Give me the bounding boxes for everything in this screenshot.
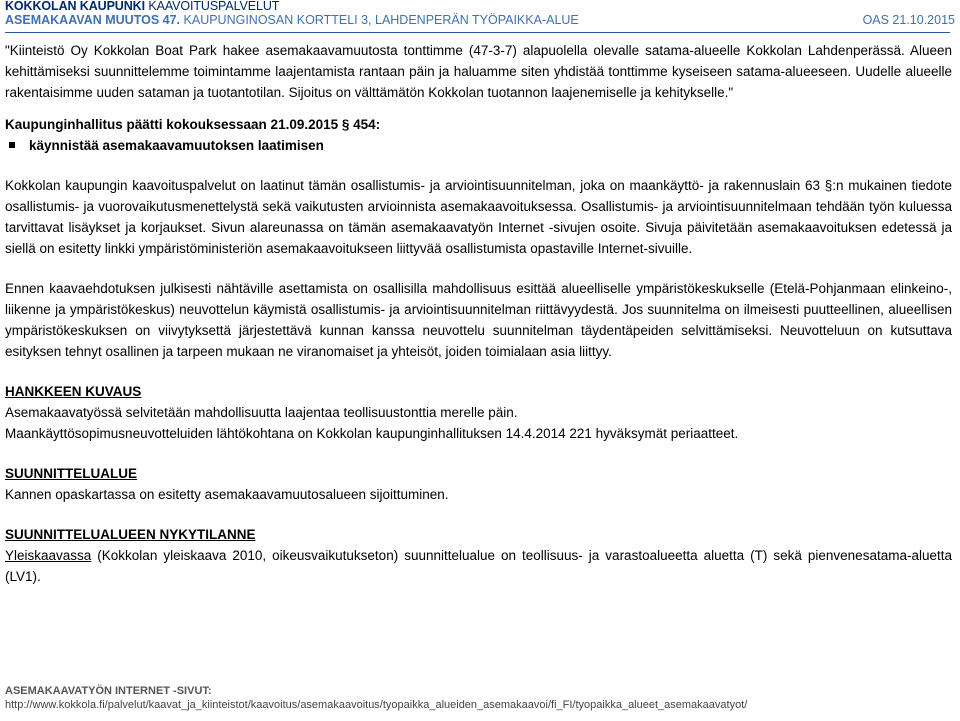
- section-title-nykytilanne: SUUNNITTELUALUEEN NYKYTILANNE: [5, 527, 256, 542]
- paragraph-oas-info: Kokkolan kaupungin kaavoituspalvelut on laatinut tämän osallistumis- ja arviointisuunnitelman, joka on maankäyttö- ja rakennuslain 63 §:n mukainen tiedote osallistumis- ja vuorovaikutusmenettelystä sekä vaikutusten arvioinnista asemakaavoituksessa. Osallistumis- ja arviointisuunnitelmaan tehdään työn kuluessa tarvittavat lisäykset ja korjaukset. Sivun alareunassa on tämän asemakaavatyön Internet -sivujen osoite. Sivuja päivitetään asemakaavoituksen edetessä ja siellä on esitetty linkki ympäristöministeriön asemakaavoitukseen liittyvää osallistumista opastaville Internet-sivuille.: [5, 178, 952, 256]
- footer-url-link[interactable]: http://www.kokkola.fi/palvelut/kaavat_ja_kiinteistot/kaavoitus/asemakaavoitus/tyopaikka_alueiden_asemakaavoi/fi_FI/tyopaikka_alueet_asemakaavatyot/: [5, 699, 748, 711]
- section-title-hanke: HANKKEEN KUVAUS: [5, 384, 142, 399]
- nykytilanne-rest: (Kokkolan yleiskaava 2010, oikeusvaikutukseton) suunnittelualue on teollisuus- ja varastoalueetta aluetta (T) sekä pienvenesatama-aluetta (LV1).: [5, 548, 952, 584]
- title-line: [5, 13, 955, 27]
- paragraph-negotiation: Ennen kaavaehdotuksen julkisesti nähtäville asettamista on osallisilla mahdollisuus esittää alueelliselle ympäristökeskukselle (Etelä-Pohjanmaan elinkeino-, liikenne ja ympäristökeskus) neuvottelun käymistä osallistumis- ja arviointisuunnitelman riittävyydestä. Jos suunnitelma on ilmeisesti puutteellinen, alueellisen ympäristökeskuksen on viivytyksettä järjestettävä kunnan kanssa neuvottelu suunnitelman täydentäpeiden selvittämiseksi. Neuvotteluun on kutsuttava esityksen tehnyt osallinen ja tarpeen mukaan ne viranomaiset ja yhteisöt, joiden toimialaan asia liittyy.: [5, 281, 952, 359]
- header-divider: [5, 32, 950, 33]
- document-date: OAS 21.10.2015: [862, 13, 955, 27]
- title-rest: KAUPUNGINOSAN KORTTELI 3, LAHDENPERÄN TYÖPAIKKA-ALUE: [183, 13, 579, 27]
- organization-name: KOKKOLAN KAUPUNKI: [5, 0, 145, 13]
- square-bullet-icon: [9, 142, 15, 148]
- hanke-line-1: Asemakaavatyössä selvitetään mahdollisuutta laajentaa teollisuustonttia merelle päin.: [5, 405, 518, 420]
- nykytilanne-text: [5, 545, 952, 587]
- document-header: [5, 0, 955, 27]
- hanke-line-2: Maankäyttösopimusneuvotteluiden lähtökohtana on Kokkolan kaupunginhallituksen 14.4.2014 221 hyväksymät periaatteet.: [5, 426, 739, 441]
- footer-title: ASEMAKAAVATYÖN INTERNET -SIVUT:: [5, 685, 212, 697]
- decision-bullet: [9, 135, 952, 156]
- department-name: KAAVOITUSPALVELUT: [148, 0, 280, 13]
- document-title: [5, 13, 579, 27]
- intro-quote: "Kiinteistö Oy Kokkolan Boat Park hakee asemakaavamuutosta tonttimme (47-3-7) alapuolella olevalle satama-alueelle Kokkolan Lahdenperässä. Alueen kehittämiseksi suunnittelemme toimintamme laajentamista rantaan päin ja haluamme siten yhdistää tonttimme kyseiseen satama-alueeseen. Uudelle alueelle rakentaisimme uuden sataman ja tuotantotilan. Sijoitus on välttämätön Kokkolan tuotannon laajenemiselle ja kehitykselle.": [5, 43, 952, 100]
- document-body: [5, 40, 952, 587]
- yleiskaava-link[interactable]: Yleiskaavassa: [5, 548, 92, 563]
- decision-bullet-text: käynnistää asemakaavamuutoksen laatimisen: [29, 138, 324, 153]
- decision-heading: Kaupunginhallitus päätti kokouksessaan 21.09.2015 § 454:: [5, 117, 381, 132]
- organization-line: [5, 0, 955, 13]
- alue-text: Kannen opaskartassa on esitetty asemakaavamuutosalueen sijoittuminen.: [5, 487, 449, 502]
- document-footer: [5, 684, 955, 712]
- section-title-alue: SUUNNITTELUALUE: [5, 466, 137, 481]
- title-bold: ASEMAKAAVAN MUUTOS 47.: [5, 13, 181, 27]
